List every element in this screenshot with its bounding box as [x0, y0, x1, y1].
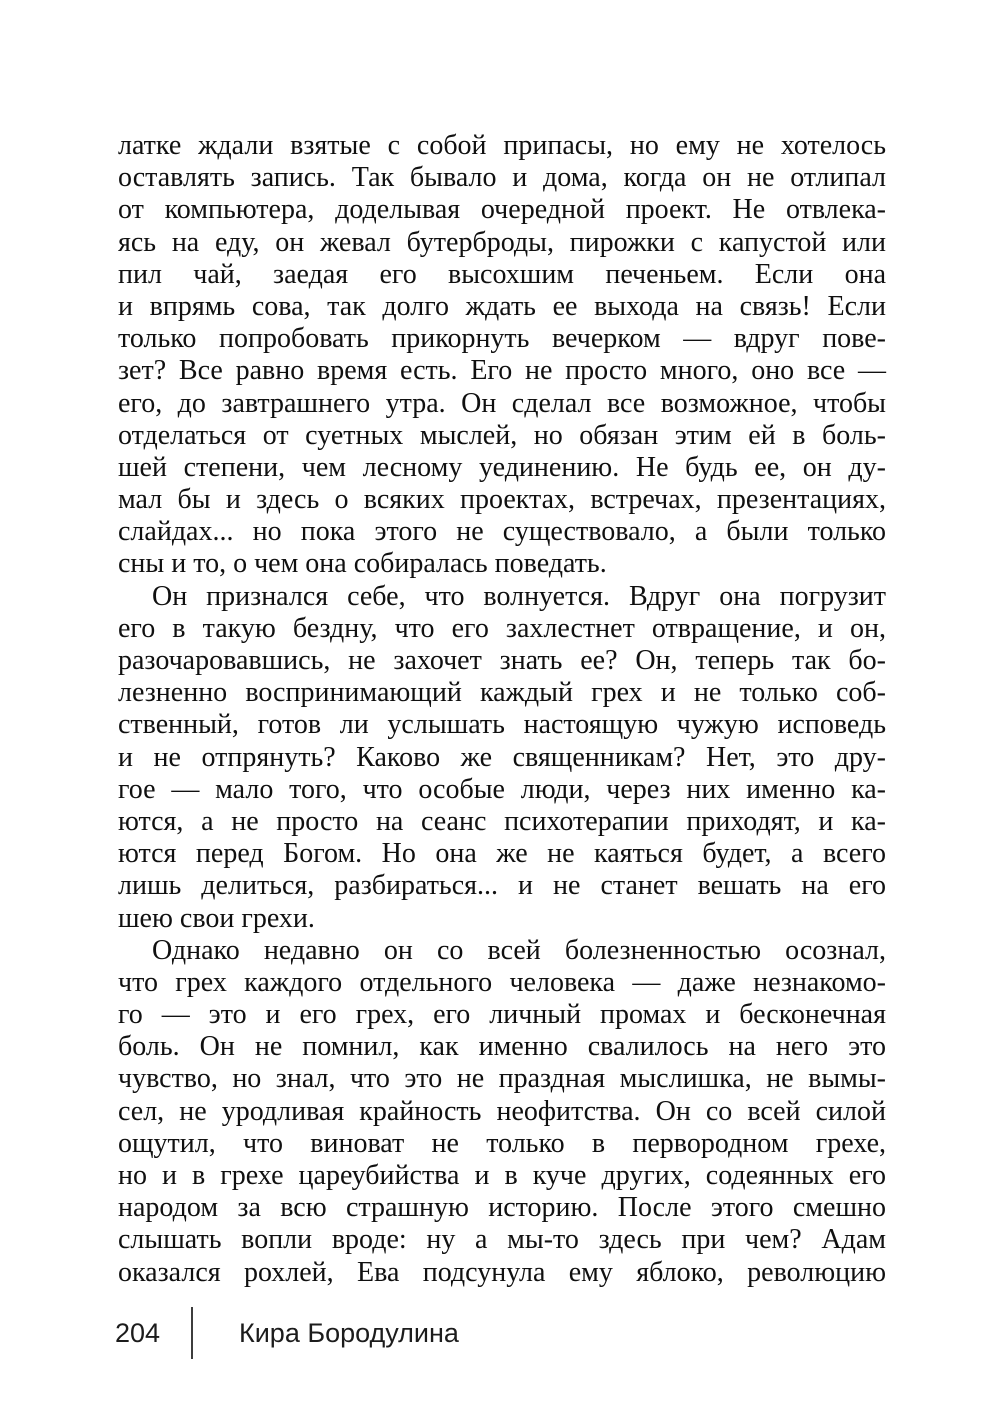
text-line: пил чай, заедая его высохшим печеньем. Если она [118, 258, 886, 290]
text-line: латке ждали взятые с собой припасы, но ему не хотелось [118, 130, 886, 161]
footer-divider [191, 1307, 193, 1359]
running-title-author: Кира Бородулина [239, 1317, 459, 1348]
text-line: шею свои грехи. [118, 902, 315, 934]
text-line: чувство, но знал, что это не праздная мыслишка, не вымы- [118, 1063, 886, 1095]
text-line: ощутил, что виноват не только в первородном грехе, [118, 1127, 886, 1159]
text-line: слайдах... но пока этого не существовало, а были только [118, 516, 886, 548]
text-line: сны и то, о чем она собиралась поведать. [118, 548, 607, 580]
text-line: боль. Он не помнил, как именно свалилось на него это [118, 1031, 886, 1063]
text-line: только попробовать прикорнуть вечерком — вдруг пове- [118, 323, 886, 355]
paragraph [118, 935, 886, 1289]
text-line: шей степени, чем лесному уединению. Не будь ее, он ду- [118, 451, 886, 483]
text-line: ственный, готов ли услышать настоящую чужую исповедь [118, 709, 886, 741]
text-line: гое — мало того, что особые люди, через них именно ка- [118, 773, 886, 805]
text-line: зет? Все равно время есть. Его не просто много, оно все — [118, 355, 886, 387]
text-line: лезненно воспринимающий каждый грех и не только соб- [118, 677, 886, 709]
text-line: от компьютера, доделывая очередной проект. Не отвлека- [118, 194, 886, 226]
text-line: Он признался себе, что волнуется. Вдруг она погрузит [152, 580, 886, 612]
text-line: сел, не уродливая крайность неофитства. Он со всей силой [118, 1095, 886, 1127]
text-line: Однако недавно он со всей болезненностью осознал, [152, 934, 886, 966]
page-footer [115, 1305, 459, 1361]
text-line: и не отпрянуть? Каково же священникам? Нет, это дру- [118, 741, 886, 773]
page-number: 204 [115, 1317, 161, 1348]
text-line: его, до завтрашнего утра. Он сделал все возможное, чтобы [118, 387, 886, 419]
text-line: но и в грехе цареубийства и в куче других, содеянных его [118, 1160, 886, 1191]
text-line: народом за всю страшную историю. После этого смешно [118, 1192, 886, 1224]
text-line: ясь на еду, он жевал бутерброды, пирожки с капустой или [118, 226, 886, 258]
text-line: ются перед Богом. Но она же не каяться будет, а всего [118, 838, 886, 870]
text-line: оставлять запись. Так бывало и дома, когда он не отлипал [118, 162, 886, 194]
text-line: мал бы и здесь о всяких проектах, встречах, презентациях, [118, 484, 886, 516]
text-line: слышать вопли вроде: ну а мы-то здесь при чем? Адам [118, 1224, 886, 1256]
text-line: и впрямь сова, так долго ждать ее выхода на связь! Если [118, 290, 886, 322]
text-line: его в такую бездну, что его захлестнет отвращение, и он, [118, 612, 886, 644]
text-line: лишь делиться, разбираться... и не станет вешать на его [118, 870, 886, 902]
text-line: разочаровавшись, не захочет знать ее? Он, теперь так бо- [118, 645, 886, 676]
text-line: что грех каждого отдельного человека — даже незнакомо- [118, 966, 886, 998]
text-line: отделаться от суетных мыслей, но обязан этим ей в боль- [118, 419, 886, 451]
text-line: ются, а не просто на сеанс психотерапии приходят, и ка- [118, 805, 886, 837]
text-line: оказался рохлей, Ева подсунула ему яблоко, революцию [118, 1256, 886, 1288]
text-line: го — это и его грех, его личный промах и бесконечная [118, 999, 886, 1031]
text-block [118, 130, 886, 1289]
paragraph [118, 581, 886, 935]
paragraph [118, 130, 886, 581]
